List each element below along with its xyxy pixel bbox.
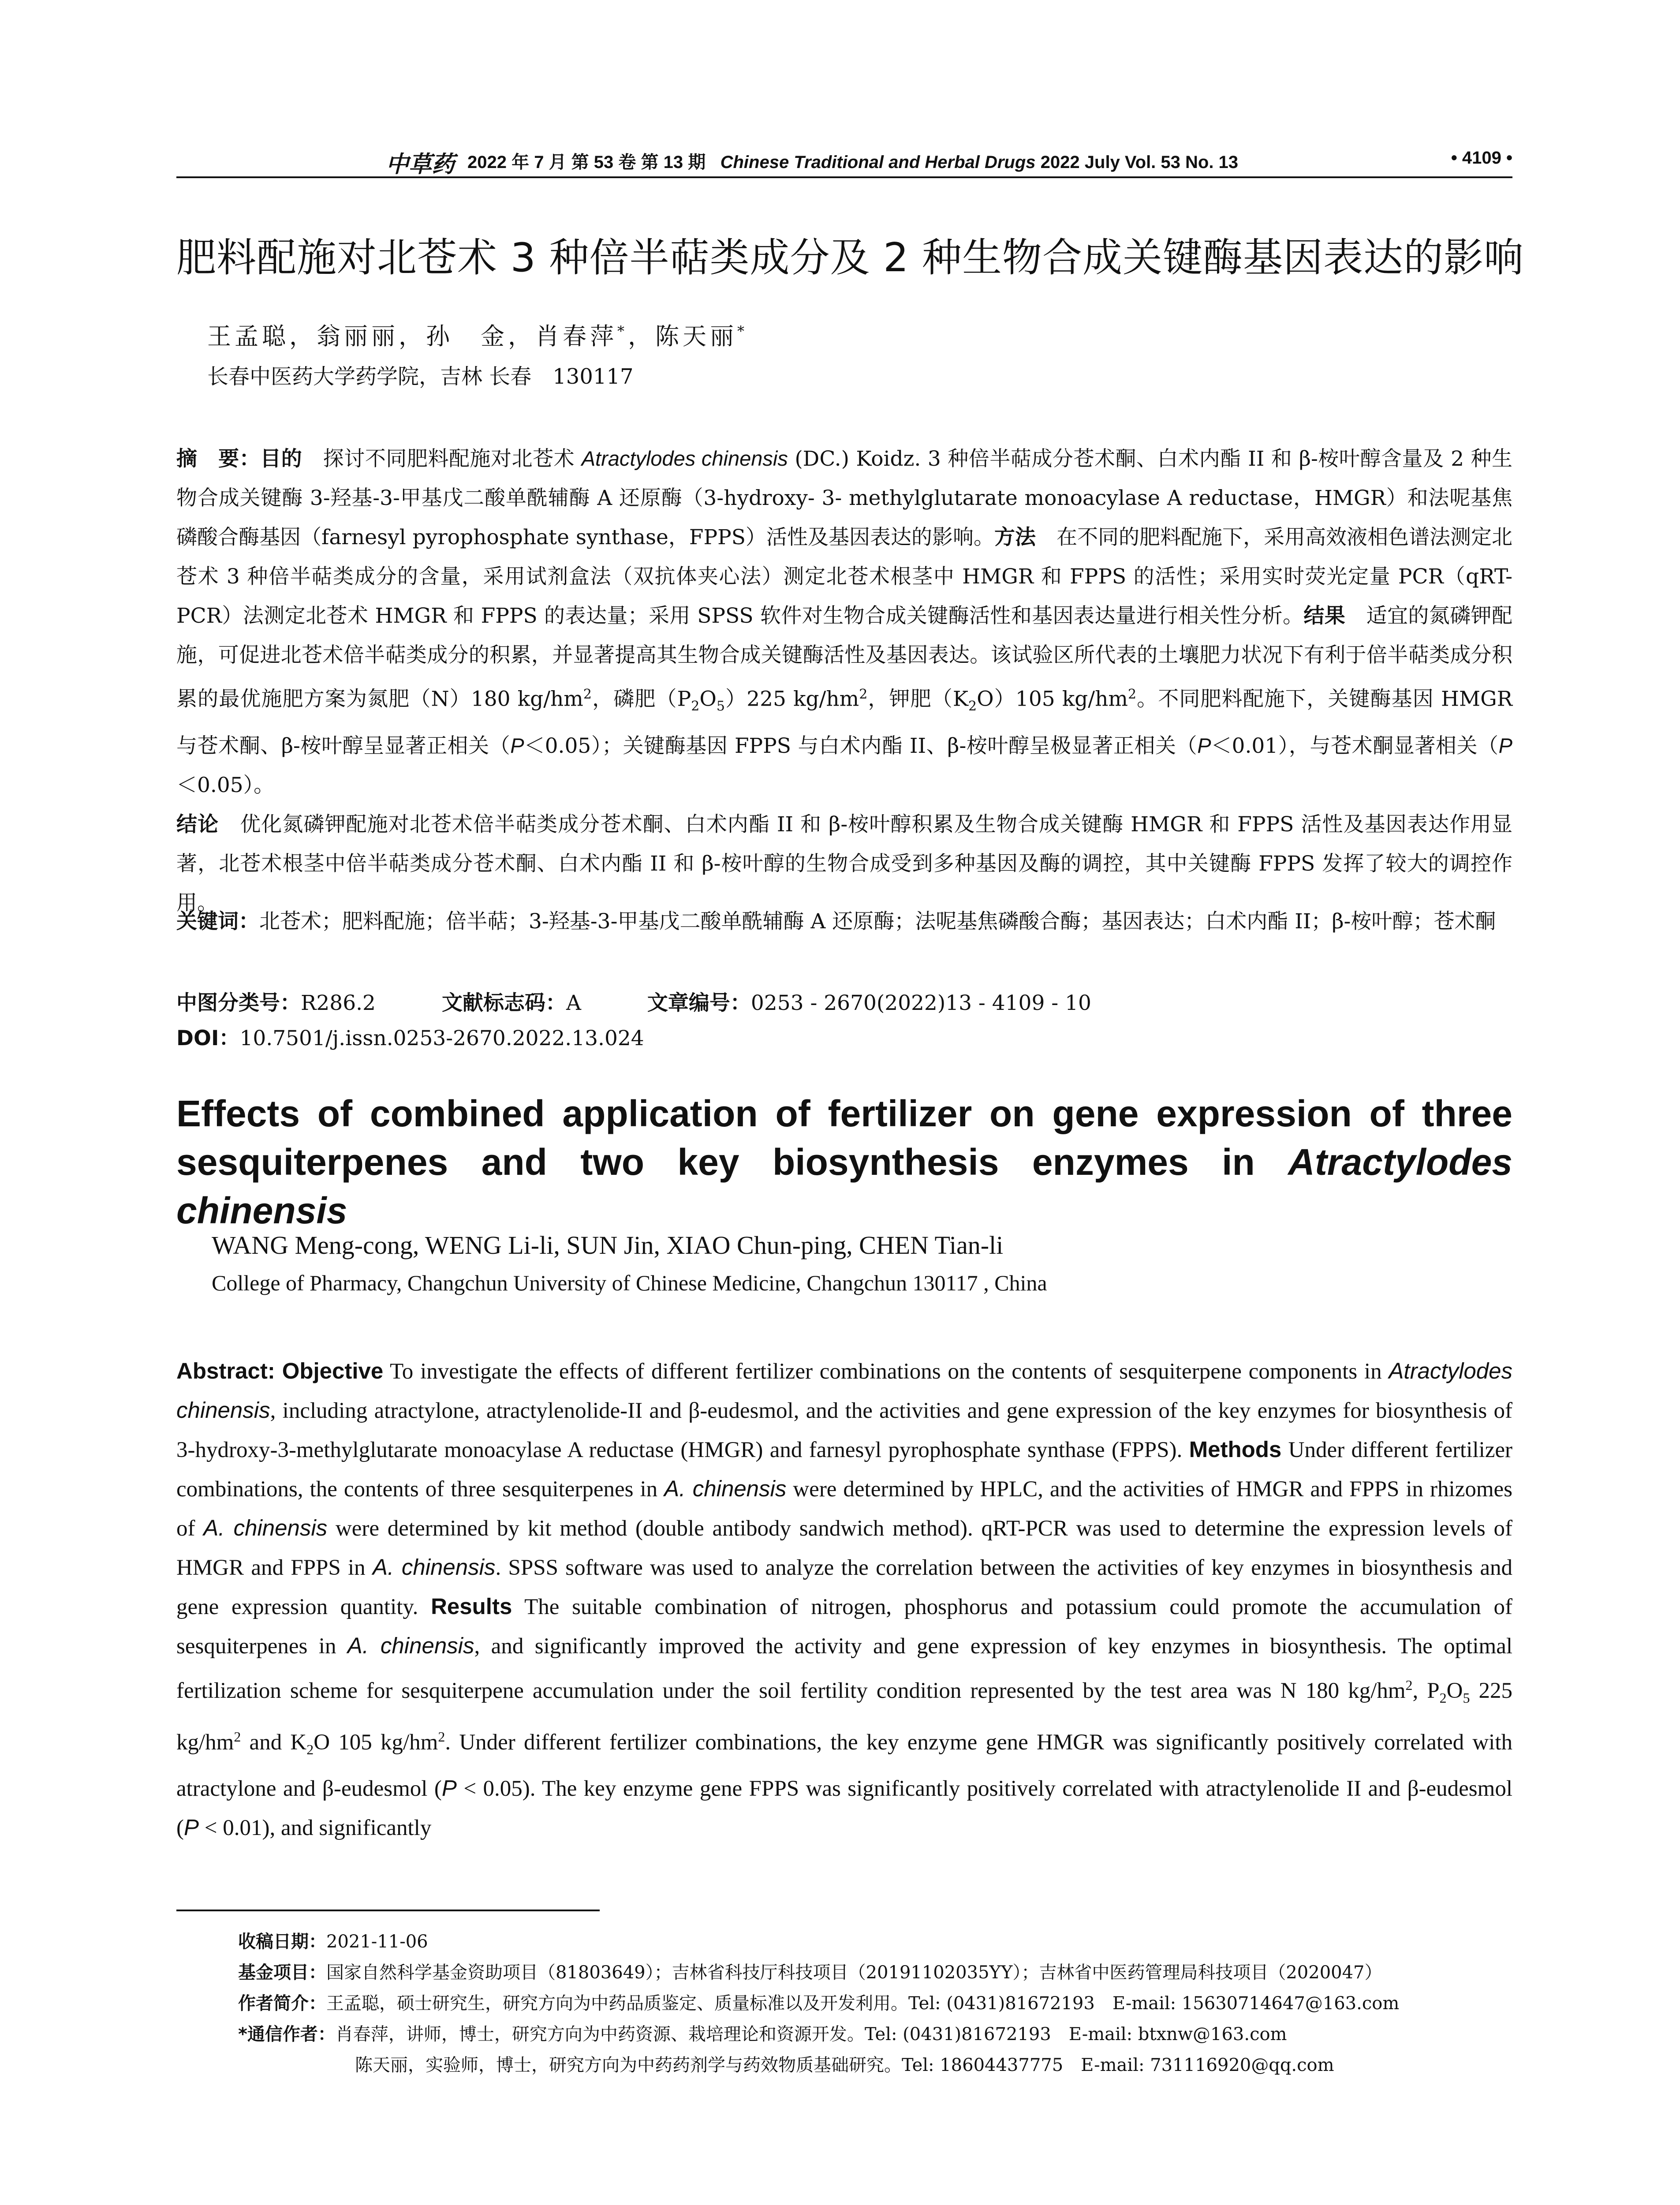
classification-line: 中图分类号：R286.2 文献标志码：A 文章编号：0253 - 2670(2022)13 - 4109 - 10 xyxy=(176,991,1091,1015)
footnotes xyxy=(238,1926,1517,2081)
running-header xyxy=(176,146,1512,176)
clc-number: R286.2 xyxy=(301,991,376,1015)
results-label-cn: 结果 xyxy=(1303,604,1346,628)
author-bio: 作者简介：王孟聪，硕士研究生，研究方向为中药品质鉴定、质量标准以及开发利用。Tel: (0431)81672193 E-mail: 15630714647@163.com xyxy=(238,1993,1400,2014)
title-en: Effects of combined application of fertilizer on gene expression of three sesquiterpenes and two key biosynthesis enzymes in Atractylodes chinensis xyxy=(176,1093,1512,1231)
issue-info-en: 2022 July Vol. 53 No. 13 xyxy=(1040,153,1239,172)
title-cn: 肥料配施对北苍术 3 种倍半萜类成分及 2 种生物合成关键酶基因表达的影响 xyxy=(176,235,1524,281)
fund-info: 基金项目：国家自然科学基金资助项目（81803649）；吉林省科技厅科技项目（20191102035YY）；吉林省中医药管理局科技项目（2020047） xyxy=(238,1962,1382,1983)
issue-info xyxy=(467,148,1238,173)
affiliation-cn: 长春中医药大学药学院，吉林 长春 130117 xyxy=(207,364,634,389)
objective-label-cn: 目的 xyxy=(260,447,302,471)
conclusion-label-cn: 结论 xyxy=(176,812,219,837)
header-rule xyxy=(176,176,1512,178)
abstract-label-cn: 摘 要： xyxy=(176,447,261,471)
article-number: 0253 - 2670(2022)13 - 4109 - 10 xyxy=(750,991,1091,1015)
corresponding-author-2: 陈天丽，实验师，博士，研究方向为中药药剂学与药效物质基础研究。Tel: 18604437775 E-mail: 731116920@qq.com xyxy=(355,2055,1334,2075)
page-number: • 4109 • xyxy=(1451,148,1512,168)
keywords-cn: 关键词：北苍术；肥料配施；倍半萜；3-羟基-3-甲基戊二酸单酰辅酶 A 还原酶；法呢基焦磷酸合酶；基因表达；白术内酯 II；β-桉叶醇；苍术酮 xyxy=(176,909,1496,934)
abstract-label-en: Abstract: xyxy=(176,1358,275,1383)
methods-label-en: Methods xyxy=(1189,1437,1282,1462)
objective-label-en: Objective xyxy=(282,1358,384,1383)
corresponding-author: *通信作者：肖春萍，讲师，博士，研究方向为中药资源、栽培理论和资源开发。Tel: (0431)81672193 E-mail: btxnw@163.com xyxy=(238,2024,1287,2044)
doi-link[interactable]: 10.7501/j.issn.0253-2670.2022.13.024 xyxy=(239,1026,644,1050)
affiliation-en: College of Pharmacy, Changchun University of Chinese Medicine, Changchun 130117 , China xyxy=(212,1271,1047,1295)
abstract-cn: 摘 要：目的 探讨不同肥料配施对北苍术 Atractylodes chinensis (DC.) Koidz. 3 种倍半萜成分苍术酮、白术内酯 II 和 β-桉叶醇含量及 2 种生物合成关键酶 3-羟基-3-甲基戊二酸单酰辅酶 A 还原酶（3-hydroxy- 3- methylglutarate monoacylase A reductase，HMGR）和法呢基焦磷酸合酶基因（farnesyl pyrophosphate synthase，FPPS）活性及基因表达的影响。方法 在不同的肥料配施下，采用高效液相色谱法测定北苍术 3 种倍半萜类成分的含量，采用试剂盒法（双抗体夹心法）测定北苍术根茎中 HMGR 和 FPPS 的活性；采用实时荧光定量 PCR（qRT-PCR）法测定北苍术 HMGR 和 FPPS 的表达量；采用 SPSS 软件对生物合成关键酶活性和基因表达量进行相关性分析。结果 适宜的氮磷钾配施，可促进北苍术倍半萜类成分的积累，并显著提高其生物合成关键酶活性及基因表达。该试验区所代表的土壤肥力状况下有利于倍半萜类成分积累的最优施肥方案为氮肥（N）180 $kg/hm^2$，磷肥$(P_2O_5)225$ $kg/hm^2$，钾肥$(K_2O)105$ $kg/hm^2$。不同肥料配施下，关键酶基因 HMGR 与苍术酮、β-桉叶醇呈显著正相关（P＜0.05）；关键酶基因 FPPS 与白术内酯 II、β-桉叶醇呈极显著正相关（P＜0.01），与苍术酮显著相关（P＜0.05）。 结论 优化氮磷钾配施对北苍术倍半萜类成分苍术酮、白术内酯 II 和 β-桉叶醇积累及生物合成关键酶 HMGR 和 FPPS 活性及基因表达作用显著，北苍术根茎中倍半萜类成分苍术酮、白术内酯 II 和 β-桉叶醇的生物合成受到多种基因及酶的调控，其中关键酶 FPPS 发挥了较大的调控作用。 xyxy=(176,447,1513,916)
authors-en: WANG Meng-cong, WENG Li-li, SUN Jin, XIAO Chun-ping, CHEN Tian-li xyxy=(212,1231,1004,1259)
authors-cn: 王孟聪，翁丽丽，孙 金，肖春萍*，陈天丽* xyxy=(207,322,748,350)
issue-info-cn: 2022 年 7 月 第 53 卷 第 13 期 xyxy=(467,153,706,172)
journal-name-en: Chinese Traditional and Herbal Drugs xyxy=(720,153,1036,172)
received-date: 收稿日期：2021-11-06 xyxy=(238,1932,428,1952)
doi-line: DOI：10.7501/j.issn.0253-2670.2022.13.024 xyxy=(176,1026,644,1050)
methods-label-cn: 方法 xyxy=(994,525,1036,549)
results-label-en: Results xyxy=(431,1594,512,1619)
species-name: Atractylodes chinensis xyxy=(581,447,788,470)
abstract-en: Abstract: Objective To investigate the effects of different fertilizer combinations on the contents of sesquiterpene components in Atractylodes chinensis, including atractylone, atractylenolide-II and β-eudesmol, and the activities and gene expression of the key enzymes for biosynthesis of 3-hydroxy-3-methylglutarate monoacylase A reductase (HMGR) and farnesyl pyrophosphate synthase (FPPS). Methods Under different fertilizer combinations, the contents of three sesquiterpenes in A. chinensis were determined by HPLC, and the activities of HMGR and FPPS in rhizomes of A. chinensis were determined by kit method (double antibody sandwich method). qRT-PCR was used to determine the expression levels of HMGR and FPPS in A. chinensis. SPSS software was used to analyze the correlation between the activities of key enzymes in biosynthesis and gene expression quantity. Results The suitable combination of nitrogen, phosphorus and potassium could promote the accumulation of sesquiterpenes in A. chinensis, and significantly improved the activity and gene expression of key enzymes in biosynthesis. The optimal fertilization scheme for sesquiterpene accumulation under the soil fertility condition represented by the test area was N 180 $kg/hm^2$, $P_2O_5$ 225 $kg/hm^2$ and $K_2O$ 105 $kg/hm^2$. Under different fertilizer combinations, the key enzyme gene HMGR was significantly positively correlated with atractylone and β-eudesmol (P < 0.05). The key enzyme gene FPPS was significantly positively correlated with atractylenolide II and β-eudesmol (P < 0.01), and significantly xyxy=(176,1358,1513,1841)
document-code: A xyxy=(566,991,581,1015)
footnote-rule xyxy=(176,1910,600,1911)
journal-logo: 中草药 xyxy=(386,151,455,178)
